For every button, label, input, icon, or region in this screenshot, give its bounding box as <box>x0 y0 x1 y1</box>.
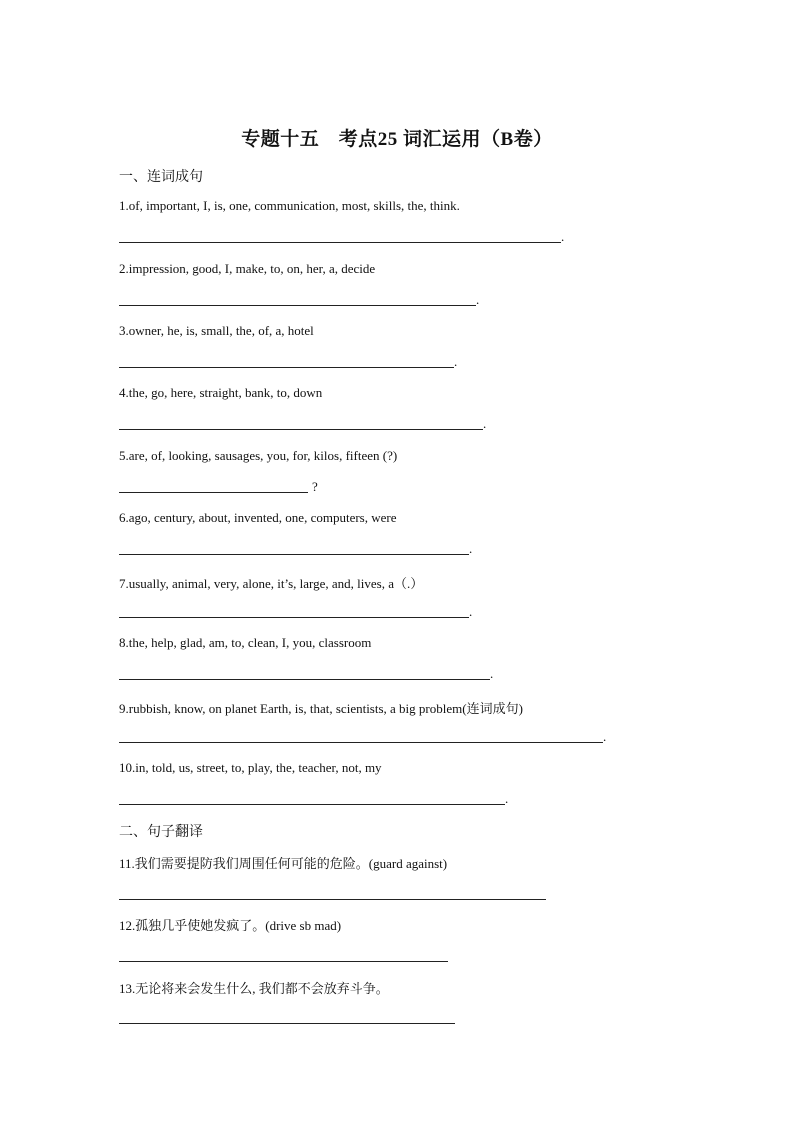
question-13: 13.无论将来会发生什么, 我们都不会放弃斗争。 <box>119 981 389 996</box>
answer-line-12[interactable] <box>119 947 448 962</box>
answer-end-8: . <box>490 666 494 681</box>
answer-end-2: . <box>476 292 480 307</box>
answer-line-4[interactable] <box>119 415 483 430</box>
answer-line-5[interactable] <box>119 478 308 493</box>
answer-line-2[interactable] <box>119 291 476 306</box>
question-10: 10.in, told, us, street, to, play, the, teacher, not, my <box>119 760 382 775</box>
question-5: 5.are, of, looking, sausages, you, for, kilos, fifteen (?) <box>119 448 398 463</box>
answer-line-8[interactable] <box>119 665 490 680</box>
answer-end-10: . <box>505 791 509 806</box>
question-12: 12.孤独几乎使她发疯了。(drive sb mad) <box>119 918 342 933</box>
question-9: 9.rubbish, know, on planet Earth, is, that, scientists, a big problem(连词成句) <box>119 701 523 716</box>
page-title: 专题十五 考点25 词汇运用（B卷） <box>241 129 553 150</box>
answer-end-4: . <box>483 416 487 431</box>
section-heading-word-order: 一、连词成句 <box>119 169 203 185</box>
question-2: 2.impression, good, I, make, to, on, her, a, decide <box>119 261 376 276</box>
answer-line-9[interactable] <box>119 728 603 743</box>
question-3: 3.owner, he, is, small, the, of, a, hotel <box>119 323 314 338</box>
question-8: 8.the, help, glad, am, to, clean, I, you, classroom <box>119 635 372 650</box>
question-4: 4.the, go, here, straight, bank, to, down <box>119 385 323 400</box>
answer-line-1[interactable] <box>119 228 561 243</box>
answer-line-6[interactable] <box>119 540 469 555</box>
question-6: 6.ago, century, about, invented, one, computers, were <box>119 510 397 525</box>
question-1: 1.of, important, I, is, one, communication, most, skills, the, think. <box>119 198 460 213</box>
answer-line-10[interactable] <box>119 790 505 805</box>
answer-line-7[interactable] <box>119 603 469 618</box>
question-7: 7.usually, animal, very, alone, it’s, large, and, lives, a（.） <box>119 576 424 591</box>
answer-end-5: ? <box>312 479 318 494</box>
answer-line-11[interactable] <box>119 885 546 900</box>
answer-end-9: . <box>603 729 607 744</box>
answer-end-7: . <box>469 604 473 619</box>
answer-end-6: . <box>469 541 473 556</box>
answer-end-3: . <box>454 354 458 369</box>
answer-end-1: . <box>561 229 565 244</box>
question-11: 11.我们需要提防我们周围任何可能的危险。(guard against) <box>119 856 448 871</box>
section-heading-translation: 二、句子翻译 <box>119 824 203 840</box>
answer-line-3[interactable] <box>119 353 454 368</box>
answer-line-13[interactable] <box>119 1009 455 1024</box>
